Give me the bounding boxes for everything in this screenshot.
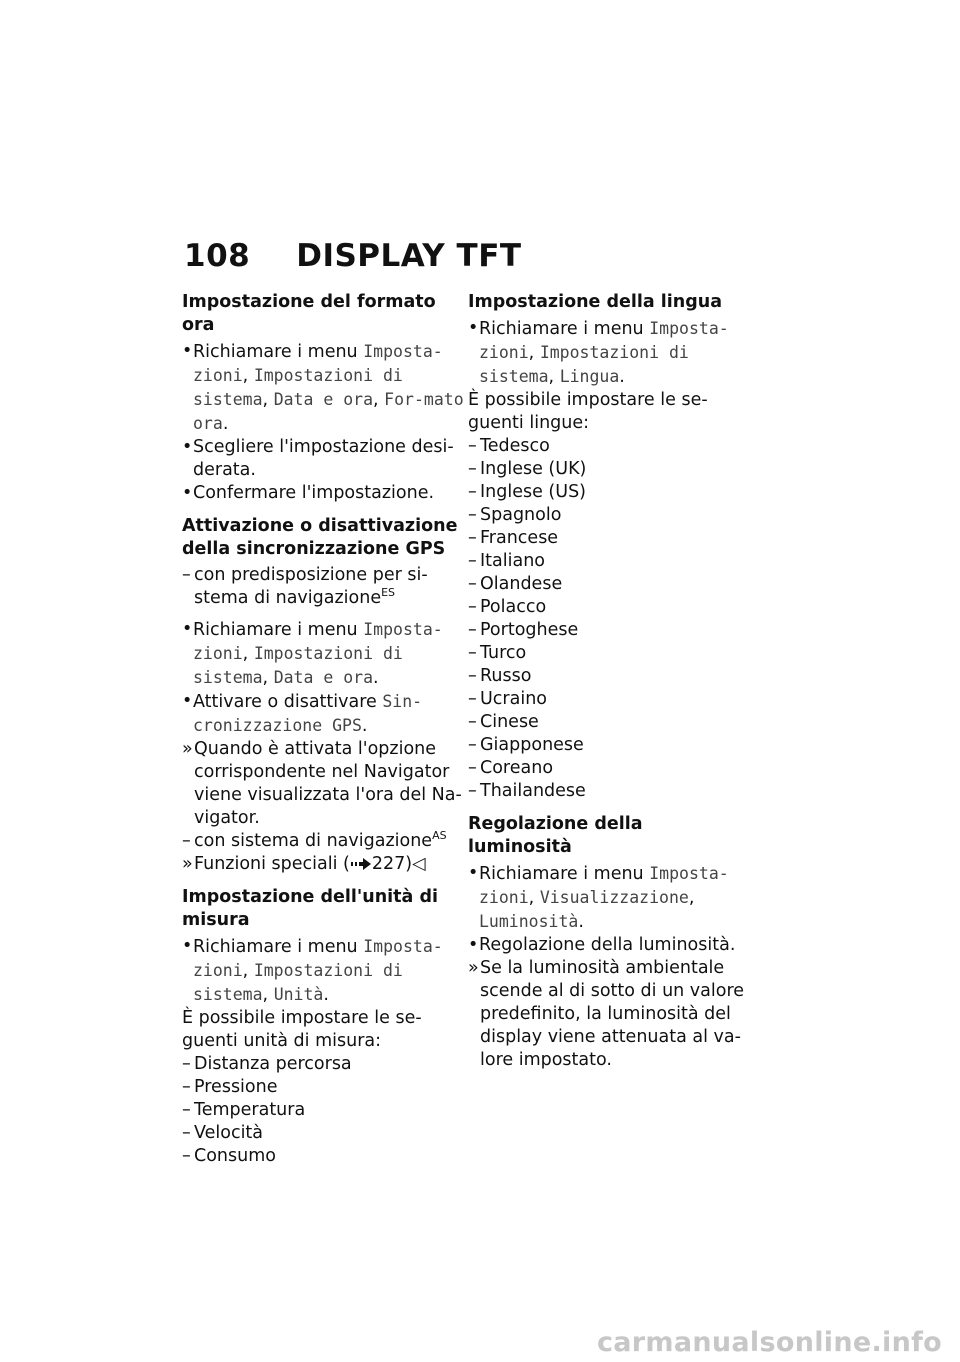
page-title: DISPLAY TFT [296, 238, 522, 274]
list-item: – Francese [468, 528, 559, 548]
result-mark: » [182, 739, 193, 759]
result-item: » Se la luminosità ambientale scende al di sotto di un valore predefinito, la luminosità del display viene attenuata al va-lore impostato. [468, 958, 745, 1070]
bullet-mark: • [182, 619, 193, 639]
bullet-mark: • [468, 863, 479, 883]
bullet-item: • Richiamare i menu Imposta-zioni, Impostazioni di sistema, Unità. [182, 936, 443, 1005]
result-mark: » [182, 854, 193, 874]
paragraph: È possibile impostare le se-guenti unità di misura: [182, 1008, 422, 1051]
list-item: – Cinese [468, 712, 539, 732]
list-item: – Russo [468, 666, 532, 686]
bullet-mark: • [182, 691, 193, 711]
list-item: – Polacco [468, 597, 547, 617]
menu-path: Sin-cronizzazione GPS [193, 692, 423, 735]
menu-path: Data e ora [273, 390, 374, 409]
result-mark: » [468, 958, 479, 978]
list-item: – Thailandese [468, 781, 586, 801]
end-mark: ◁ [412, 854, 426, 874]
left-column [182, 291, 464, 1168]
dash-item: – con sistema di navigazione$^{AS}$ [182, 829, 447, 851]
list-item: – Tedesco [468, 436, 550, 456]
result-item: » Funzioni speciali ( 227)◁ [182, 854, 426, 874]
menu-path: Lingua [559, 367, 620, 386]
menu-path: Luminosità [479, 912, 579, 931]
menu-path: Impostazioni di sistema [479, 343, 689, 386]
bullet-mark: • [468, 935, 479, 955]
bullet-mark: • [182, 341, 193, 361]
bullet-item: • Scegliere l'impostazione desi-derata. [182, 437, 454, 480]
list-item: – Italiano [468, 551, 545, 571]
list-item: – Ucraino [468, 689, 548, 709]
menu-path: Imposta-zioni [193, 937, 443, 980]
menu-path: Imposta-zioni [193, 620, 443, 663]
section-heading: Impostazione della lingua [468, 292, 723, 312]
menu-path: Impostazioni di sistema [193, 644, 403, 687]
list-item: – Portoghese [468, 620, 579, 640]
list-item: – Temperatura [182, 1100, 306, 1120]
result-item: » Quando è attivata l'opzione corrispondente nel Navigator viene visualizzata l'ora del Na-vigator. [182, 739, 462, 828]
menu-path: Imposta-zioni [479, 864, 729, 907]
bullet-item: • Richiamare i menu Imposta-zioni, Impostazioni di sistema, Data e ora, For-mato ora. [182, 341, 464, 434]
menu-path: Imposta-zioni [193, 342, 443, 385]
bullet-mark: • [468, 318, 479, 338]
list-item: – Spagnolo [468, 505, 562, 525]
bullet-item: • Attivare o disattivare Sin-cronizzazione GPS. [182, 691, 423, 736]
page-reference: 227) [371, 854, 413, 874]
bullet-mark: • [182, 437, 193, 457]
right-column [468, 291, 750, 1072]
list-item: – Turco [468, 643, 527, 663]
list-item: – Inglese (UK) [468, 459, 587, 479]
bullet-item: • Confermare l'impostazione. [182, 483, 435, 503]
section-heading: Impostazione dell'unità di misura [182, 887, 438, 930]
superscript: ES [381, 586, 396, 600]
paragraph: È possibile impostare le se-guenti lingue: [468, 390, 708, 433]
list-item: – Distanza percorsa [182, 1054, 352, 1074]
list-item: – Giapponese [468, 735, 584, 755]
menu-path: For-mato ora [193, 390, 464, 433]
list-item: – Pressione [182, 1077, 278, 1097]
section-heading: Attivazione o disattivazione della sincronizzazione GPS [182, 516, 458, 559]
list-item: – Inglese (US) [468, 482, 587, 502]
bullet-item: • Richiamare i menu Imposta-zioni, Impostazioni di sistema, Lingua. [468, 318, 729, 387]
bullet-item: • Richiamare i menu Imposta-zioni, Impostazioni di sistema, Data e ora. [182, 619, 443, 688]
page-header [184, 238, 522, 274]
languages-list [468, 435, 750, 803]
menu-path: Impostazioni di sistema [193, 366, 403, 409]
menu-path: Data e ora [273, 668, 374, 687]
section-heading: Regolazione della luminosità [468, 814, 643, 857]
section-heading: Impostazione del formato ora [182, 292, 436, 335]
page-ref-arrow-icon [350, 854, 372, 874]
units-list [182, 1053, 464, 1168]
bullet-item: • Regolazione della luminosità. [468, 935, 736, 955]
bullet-item: • Richiamare i menu Imposta-zioni, Visualizzazione, Luminosità. [468, 863, 729, 932]
superscript: AS [432, 829, 447, 843]
watermark: carmanualsonline.info [596, 1327, 942, 1358]
menu-path: Visualizzazione [539, 888, 689, 907]
dash-mark: – [182, 565, 191, 585]
dash-mark: – [182, 831, 191, 851]
menu-path: Impostazioni di sistema [193, 961, 403, 1004]
list-item: – Olandese [468, 574, 563, 594]
bullet-mark: • [182, 483, 193, 503]
list-item: – Coreano [468, 758, 554, 778]
list-item: – Consumo [182, 1146, 276, 1166]
dash-item: – con predisposizione per si-stema di navigazione$^{ES}$ [182, 565, 428, 608]
menu-path: Imposta-zioni [479, 319, 729, 362]
page-number: 108 [184, 238, 251, 274]
list-item: – Velocità [182, 1123, 264, 1143]
bullet-mark: • [182, 936, 193, 956]
menu-path: Unità [273, 985, 324, 1004]
